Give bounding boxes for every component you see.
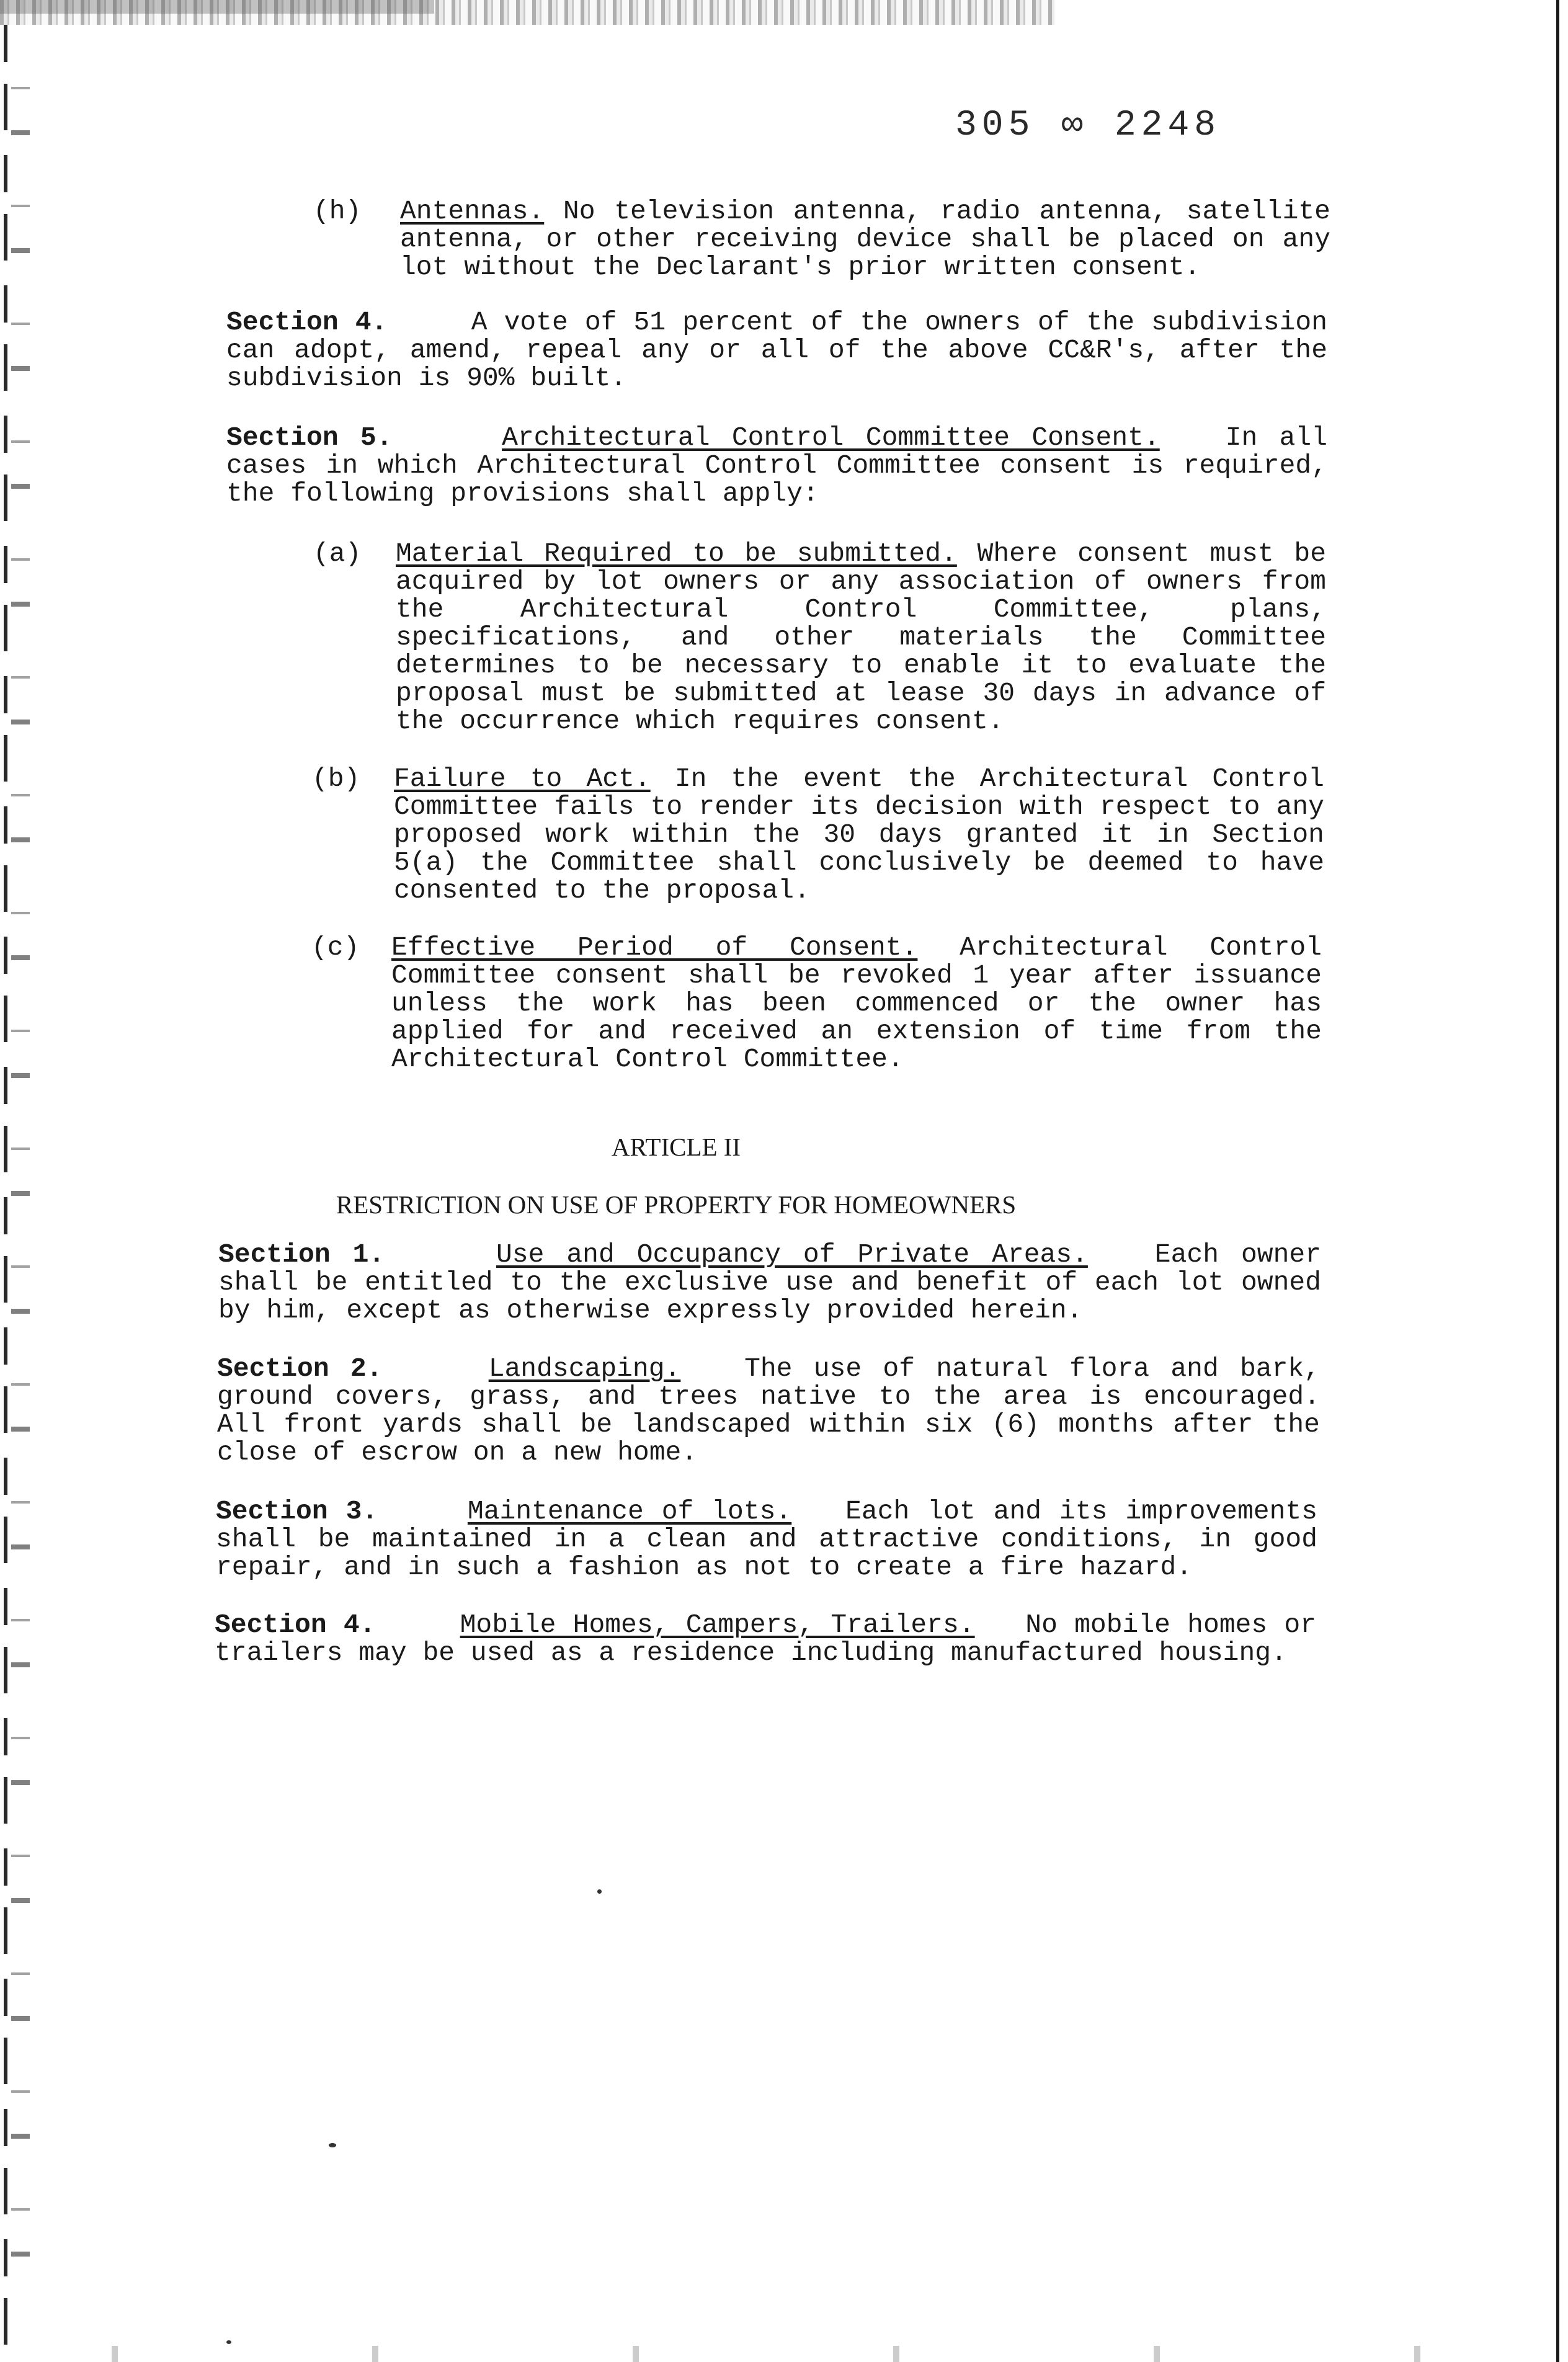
- item-c-paragraph: [391, 934, 1322, 1073]
- scan-speck: [226, 2340, 231, 2344]
- item-c-body: Architectural Control Committee consent shall be revoked 1 year after issuance unless the work has been commenced or the owner has applied for and received an extension of time from the Architectural Control Committee.: [391, 932, 1322, 1074]
- item-b-body: In the event the Architectural Control Committee fails to render its decision with respect to any proposed work within the 30 days granted it in Section 5(a) the Committee shall conclusively be deemed to have consented to the proposal.: [394, 764, 1324, 906]
- item-a-letter: (a): [313, 538, 362, 569]
- scan-artifact-left-edge: [4, 25, 7, 2345]
- scan-artifact-top-dark: [0, 0, 434, 14]
- item-a-heading: Material Required to be submitted.: [396, 538, 957, 569]
- item-h-paragraph: [400, 197, 1330, 281]
- item-h-heading: Antennas.: [400, 196, 545, 226]
- article-section-1-paragraph: [218, 1241, 1321, 1324]
- section-5-body: In all cases in which Architectural Control Committee consent is required, the following provisions shall apply:: [226, 422, 1327, 509]
- item-b-heading: Failure to Act.: [394, 764, 651, 794]
- article-section-3-body: Each lot and its improvements shall be maintained in a clean and attractive conditions, in good repair, and in such a fashion as not to create a fire hazard.: [216, 1496, 1318, 1582]
- article-section-1-heading: Use and Occupancy of Private Areas.: [496, 1239, 1088, 1270]
- scan-artifact-right-edge: [1556, 0, 1559, 2362]
- scan-artifact-bottom: [0, 2346, 1568, 2362]
- item-h-letter: (h): [313, 196, 362, 226]
- article-section-4-paragraph: [215, 1611, 1316, 1667]
- article-section-4-heading: Mobile Homes, Campers, Trailers.: [460, 1610, 975, 1640]
- article-section-2-body: The use of natural flora and bark, ground covers, grass, and trees native to the area is encouraged. All front yards shall be landscaped within six (6) months after the close of escrow on a new home.: [217, 1353, 1321, 1468]
- article-section-4-label: Section 4.: [215, 1610, 376, 1640]
- item-b-paragraph: [394, 765, 1324, 904]
- article-section-1-body: Each owner shall be entitled to the exclusive use and benefit of each lot owned by him, except as otherwise expressly provided herein.: [218, 1239, 1321, 1326]
- section-4-label: Section 4.: [226, 307, 388, 337]
- item-b-letter: (b): [312, 764, 360, 794]
- section-5-paragraph: [226, 424, 1327, 507]
- article-title: ARTICLE II: [611, 1133, 741, 1161]
- article-section-2-paragraph: [217, 1355, 1320, 1466]
- page-reference-number: 305 ∞ 2248: [955, 105, 1221, 146]
- article-section-1-label: Section 1.: [218, 1239, 385, 1270]
- item-h-body: No television antenna, radio antenna, satellite antenna, or other receiving device shall be placed on any lot without the Declarant's prior written consent.: [400, 196, 1330, 282]
- section-5-heading: Architectural Control Committee Consent.: [502, 422, 1160, 453]
- article-section-4-body: No mobile homes or trailers may be used as a residence including manufactured housing.: [215, 1610, 1316, 1668]
- article-section-2-heading: Landscaping.: [488, 1353, 681, 1384]
- scan-speck: [329, 2143, 336, 2147]
- article-section-2-label: Section 2.: [217, 1353, 383, 1384]
- scan-artifact-left-marks: [11, 87, 30, 2258]
- item-a-body: Where consent must be acquired by lot owners or any association of owners from the Architectural Control Committee, plans, specifications, and other materials the Committee determines to be necessary to enable it to evaluate the proposal must be submitted at lease 30 days in advance of the occurrence which requires consent.: [396, 538, 1327, 736]
- section-4-body: A vote of 51 percent of the owners of the subdivision can adopt, amend, repeal any or all of the above CC&R's, after the subdivision is 90% built.: [226, 307, 1327, 393]
- article-subtitle: RESTRICTION ON USE OF PROPERTY FOR HOMEOWNERS: [336, 1190, 1017, 1219]
- item-c-heading: Effective Period of Consent.: [391, 932, 918, 963]
- section-5-label: Section 5.: [226, 422, 393, 453]
- item-c-letter: (c): [311, 932, 360, 963]
- item-a-paragraph: [396, 540, 1326, 735]
- section-4-paragraph: [226, 308, 1327, 392]
- article-section-3-label: Section 3.: [216, 1496, 378, 1526]
- article-section-3-paragraph: [216, 1497, 1317, 1581]
- article-section-3-heading: Maintenance of lots.: [467, 1496, 792, 1526]
- scan-speck: [597, 1889, 602, 1894]
